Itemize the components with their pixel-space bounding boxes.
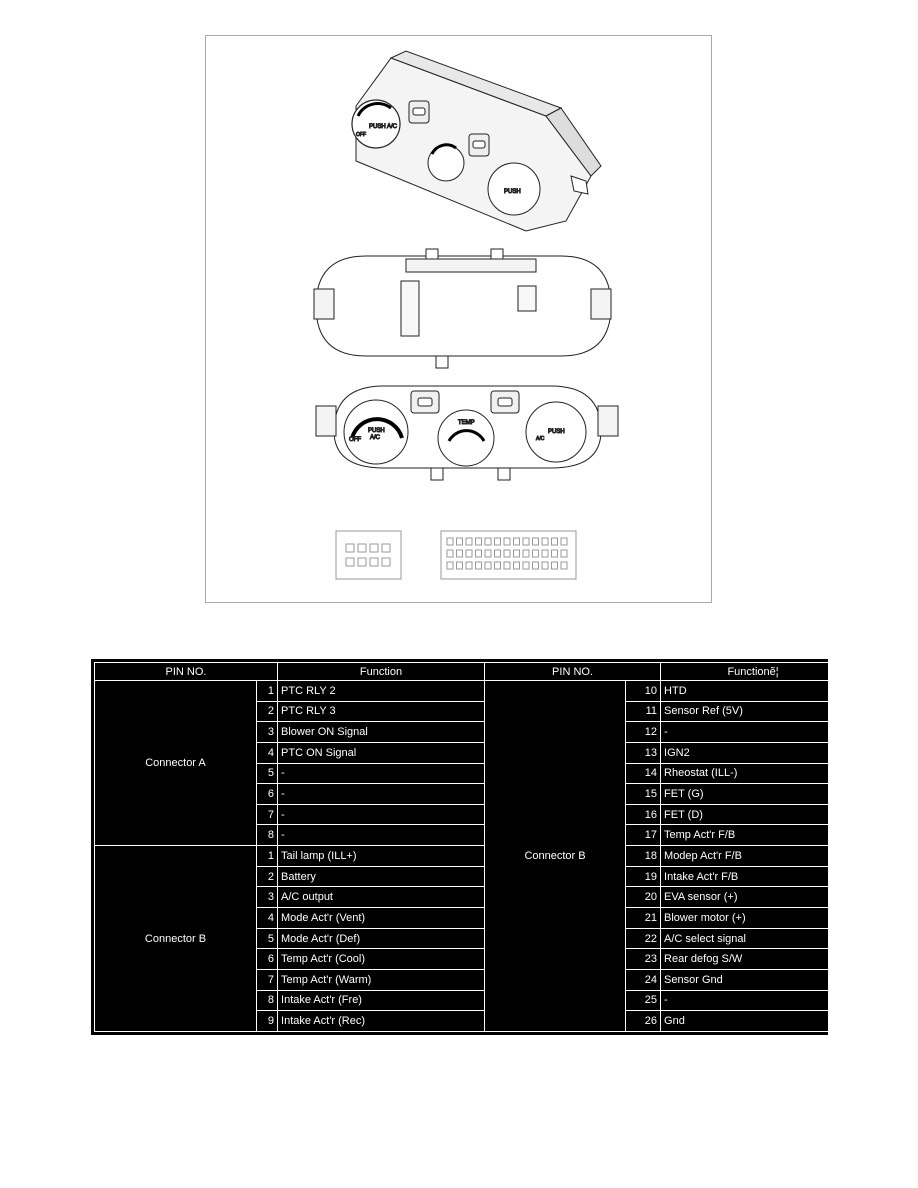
connector-group-label: Connector A — [95, 681, 257, 846]
connector-pin — [485, 538, 491, 545]
pin-function: HTD — [661, 681, 846, 702]
pin-number: 1 — [257, 681, 278, 702]
connector-pin — [523, 562, 529, 569]
pin-number: 7 — [257, 804, 278, 825]
header-pin-left: PIN NO. — [95, 663, 278, 681]
connector-pin — [523, 538, 529, 545]
front-view — [316, 386, 618, 480]
header-function-left: Function — [278, 663, 485, 681]
pin-number: 16 — [626, 804, 661, 825]
pin-function: PTC RLY 3 — [278, 701, 485, 722]
pin-function: Modep Act'r F/B — [661, 846, 846, 867]
front-temp-label: TEMP — [458, 420, 475, 426]
connector-pin — [447, 550, 453, 557]
pin-function: FET (G) — [661, 784, 846, 805]
header-pin-right: PIN NO. — [485, 663, 661, 681]
perspective-right-dial-label: PUSH — [504, 189, 521, 195]
pin-function: Sensor Ref (5V) — [661, 701, 846, 722]
pin-function: - — [278, 784, 485, 805]
connector-pin — [504, 538, 510, 545]
pin-function: Rear defog S/W — [661, 949, 846, 970]
connector-pin — [495, 550, 501, 557]
pin-function: Intake Act'r (Fre) — [278, 990, 485, 1011]
connector-group-label: Connector B — [485, 681, 626, 1032]
pin-function: Temp Act'r F/B — [661, 825, 846, 846]
pin-function: IGN2 — [661, 742, 846, 763]
pin-number: 9 — [257, 1011, 278, 1032]
pin-number: 14 — [626, 763, 661, 784]
pin-function: - — [278, 825, 485, 846]
pin-number: 5 — [257, 928, 278, 949]
connector-pin — [476, 562, 482, 569]
pin-function: EVA sensor (+) — [661, 887, 846, 908]
header-function-right: Functionẽ¦ — [661, 663, 846, 681]
pinout-grid — [94, 662, 846, 1032]
table-header-row — [95, 663, 846, 681]
connector-b-drawing — [441, 531, 576, 579]
pin-function: A/C output — [278, 887, 485, 908]
pin-function: Sensor Gnd — [661, 969, 846, 990]
pin-function: - — [278, 804, 485, 825]
pin-number: 20 — [626, 887, 661, 908]
pin-function: Temp Act'r (Cool) — [278, 949, 485, 970]
pin-function: - — [661, 722, 846, 743]
connector-pin — [542, 562, 548, 569]
connector-pin — [552, 538, 558, 545]
table-row — [95, 681, 846, 702]
perspective-left-dial-label: PUSH A/C — [369, 124, 398, 130]
connector-pin — [457, 562, 463, 569]
pin-number: 8 — [257, 825, 278, 846]
pin-function: Intake Act'r (Rec) — [278, 1011, 485, 1032]
pin-function: Gnd — [661, 1011, 846, 1032]
pin-number: 5 — [257, 763, 278, 784]
connector-pin — [552, 562, 558, 569]
pin-number: 26 — [626, 1011, 661, 1032]
pin-function: Blower ON Signal — [278, 722, 485, 743]
perspective-view — [352, 51, 601, 231]
climate-control-drawing — [206, 36, 711, 602]
connector-pin — [514, 538, 520, 545]
front-right-dial-label: PUSH — [548, 429, 565, 435]
connector-pin — [533, 550, 539, 557]
pin-number: 21 — [626, 908, 661, 929]
pin-function: FET (D) — [661, 804, 846, 825]
connector-pin — [533, 562, 539, 569]
pin-number: 15 — [626, 784, 661, 805]
connector-pin — [504, 562, 510, 569]
pin-number: 2 — [257, 866, 278, 887]
pin-number: 22 — [626, 928, 661, 949]
connector-pin — [495, 562, 501, 569]
pin-number: 4 — [257, 908, 278, 929]
connector-pin — [514, 562, 520, 569]
table-row — [95, 846, 846, 867]
pin-number: 4 — [257, 742, 278, 763]
connector-pin — [485, 550, 491, 557]
pin-function: Blower motor (+) — [661, 908, 846, 929]
connector-pin — [466, 562, 472, 569]
pin-number: 3 — [257, 722, 278, 743]
connector-pin — [476, 538, 482, 545]
front-left-dial-label: PUSH — [368, 428, 385, 434]
pin-number: 7 — [257, 969, 278, 990]
connector-pin — [514, 550, 520, 557]
pin-number: 1 — [257, 846, 278, 867]
pin-function: A/C select signal — [661, 928, 846, 949]
connector-pin — [533, 538, 539, 545]
pin-function: PTC RLY 2 — [278, 681, 485, 702]
connector-pin — [466, 550, 472, 557]
pin-function: - — [661, 990, 846, 1011]
pin-number: 23 — [626, 949, 661, 970]
pin-number: 19 — [626, 866, 661, 887]
connector-pin — [495, 538, 501, 545]
pin-number: 25 — [626, 990, 661, 1011]
climate-control-figure — [205, 35, 712, 603]
pin-number: 2 — [257, 701, 278, 722]
pin-number: 24 — [626, 969, 661, 990]
front-off-label: OFF — [349, 437, 361, 443]
connector-pin — [542, 550, 548, 557]
perspective-off-label: OFF — [356, 132, 366, 138]
connector-pin — [561, 538, 567, 545]
pin-number: 18 — [626, 846, 661, 867]
pin-number: 10 — [626, 681, 661, 702]
pin-number: 6 — [257, 784, 278, 805]
pin-function: Mode Act'r (Def) — [278, 928, 485, 949]
connector-pin — [523, 550, 529, 557]
front-left-ac-label: A/C — [370, 435, 381, 441]
pin-function: Intake Act'r F/B — [661, 866, 846, 887]
connector-pin — [542, 538, 548, 545]
rear-view — [314, 249, 611, 368]
connector-group-label: Connector B — [95, 846, 257, 1032]
connector-pin — [504, 550, 510, 557]
pin-number: 13 — [626, 742, 661, 763]
connector-pin — [552, 550, 558, 557]
pin-number: 11 — [626, 701, 661, 722]
pin-number: 3 — [257, 887, 278, 908]
connector-pin — [476, 550, 482, 557]
pinout-table — [91, 659, 828, 1035]
pin-function: Rheostat (ILL-) — [661, 763, 846, 784]
pin-function: Temp Act'r (Warm) — [278, 969, 485, 990]
pin-number: 17 — [626, 825, 661, 846]
pin-number: 12 — [626, 722, 661, 743]
connector-pin — [466, 538, 472, 545]
connector-pin — [447, 562, 453, 569]
connector-pin — [485, 562, 491, 569]
pin-function: Tail lamp (ILL+) — [278, 846, 485, 867]
pin-number: 6 — [257, 949, 278, 970]
connector-pin — [561, 550, 567, 557]
connector-pin — [457, 550, 463, 557]
pin-function: Battery — [278, 866, 485, 887]
pin-number: 8 — [257, 990, 278, 1011]
connector-pin — [447, 538, 453, 545]
connector-pin — [561, 562, 567, 569]
front-right-ac-label: A/C — [536, 436, 545, 442]
connector-pin — [457, 538, 463, 545]
pin-function: PTC ON Signal — [278, 742, 485, 763]
pin-function: Mode Act'r (Vent) — [278, 908, 485, 929]
connector-a-drawing — [336, 531, 401, 579]
pin-function: - — [278, 763, 485, 784]
